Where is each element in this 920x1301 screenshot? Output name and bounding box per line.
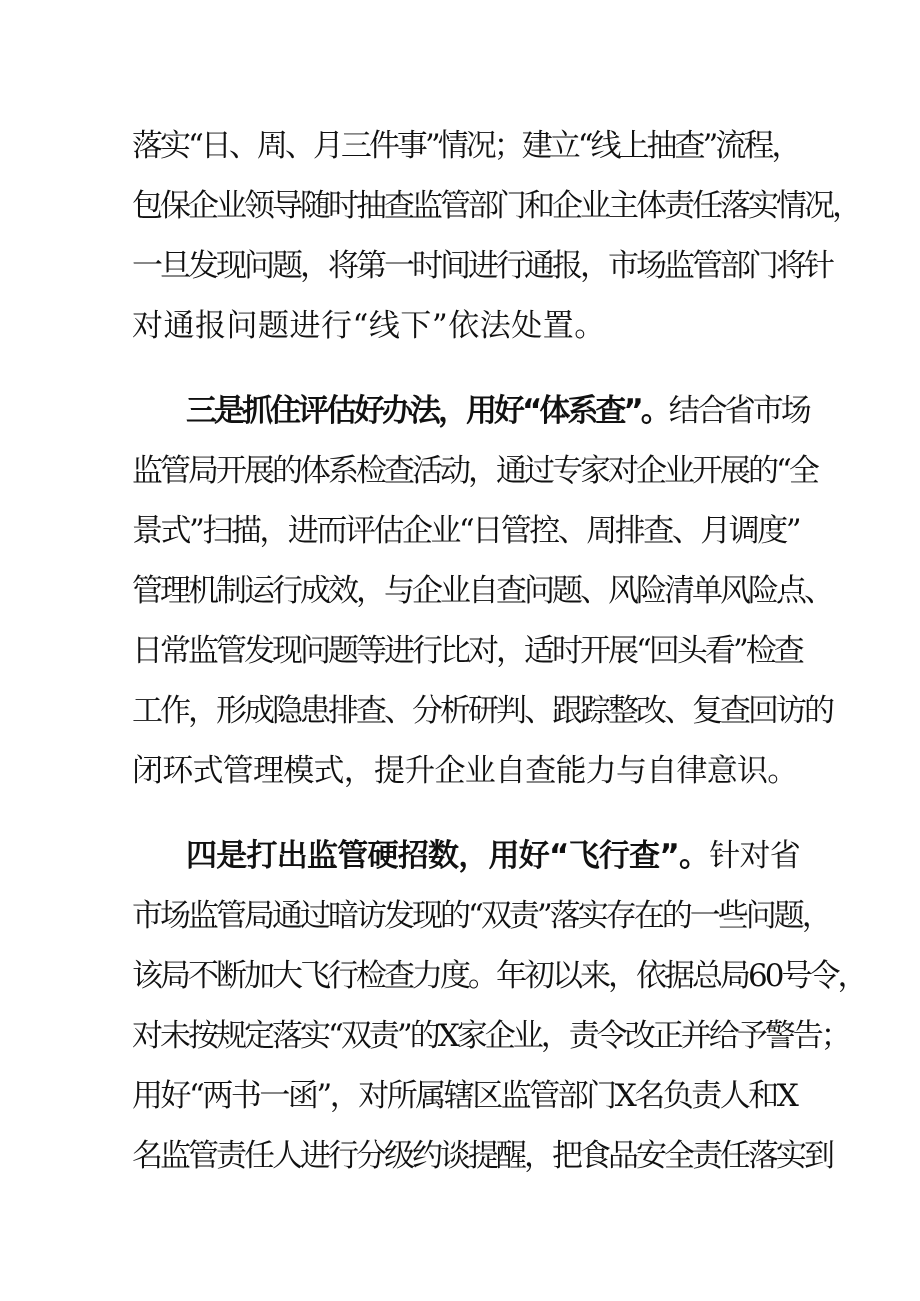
- paragraph-2-heading: 三是抓住评估好办法，用好“体系查”。: [186, 393, 669, 429]
- paragraph-2-first-line-rest: 结合省市场: [668, 393, 809, 429]
- paragraph-2-first-line: [186, 391, 809, 431]
- paragraph-2-line-3: 景式”扫描，进而评估企业“日管控、周排查、月调度”: [132, 513, 800, 549]
- paragraph-3-line-6: 名监管责任人进行分级约谈提醒，把食品安全责任落实到: [132, 1138, 832, 1174]
- paragraph-1-line-1: 落实“日、周、月三件事”情况；建立“线上抽查”流程，: [132, 128, 800, 164]
- paragraph-2-line-6: 工作，形成隐患排查、分析研判、跟踪整改、复查回访的: [132, 693, 832, 729]
- paragraph-1-line-3: 一旦发现问题，将第一时间进行通报，市场监管部门将针: [132, 248, 832, 284]
- paragraph-2-line-4: 管理机制运行成效，与企业自查问题、风险清单风险点、: [132, 573, 832, 609]
- paragraph-1-line-4: 对通报问题进行“线下”依法处置。: [132, 308, 606, 344]
- paragraph-3-heading: 四是打出监管硬招数，用好“飞行查”。: [186, 838, 710, 874]
- paragraph-2-line-5: 日常监管发现问题等进行比对，适时开展“回头看”检查: [132, 633, 802, 669]
- paragraph-3-line-5: 用好“两书一函”，对所属辖区监管部门X名负责人和X: [132, 1078, 797, 1114]
- paragraph-3-line-3: 该局不断加大飞行检查力度。年初以来，依据总局60号令，: [132, 958, 866, 994]
- paragraph-3-line-2: 市场监管局通过暗访发现的“双责”落实存在的一些问题，: [132, 898, 830, 934]
- paragraph-2-line-2: 监管局开展的体系检查活动，通过专家对企业开展的“全: [132, 453, 817, 489]
- paragraph-3-first-line: [186, 836, 800, 876]
- paragraph-1-line-2: 包保企业领导随时抽查监管部门和企业主体责任落实情况，: [132, 188, 860, 224]
- paragraph-3-line-4: 对未按规定落实“双责”的X家企业，责令改正并给予警告；: [132, 1018, 849, 1054]
- paragraph-3-first-line-rest: 针对省: [709, 838, 800, 874]
- paragraph-2-line-7: 闭环式管理模式，提升企业自查能力与自律意识。: [132, 753, 798, 789]
